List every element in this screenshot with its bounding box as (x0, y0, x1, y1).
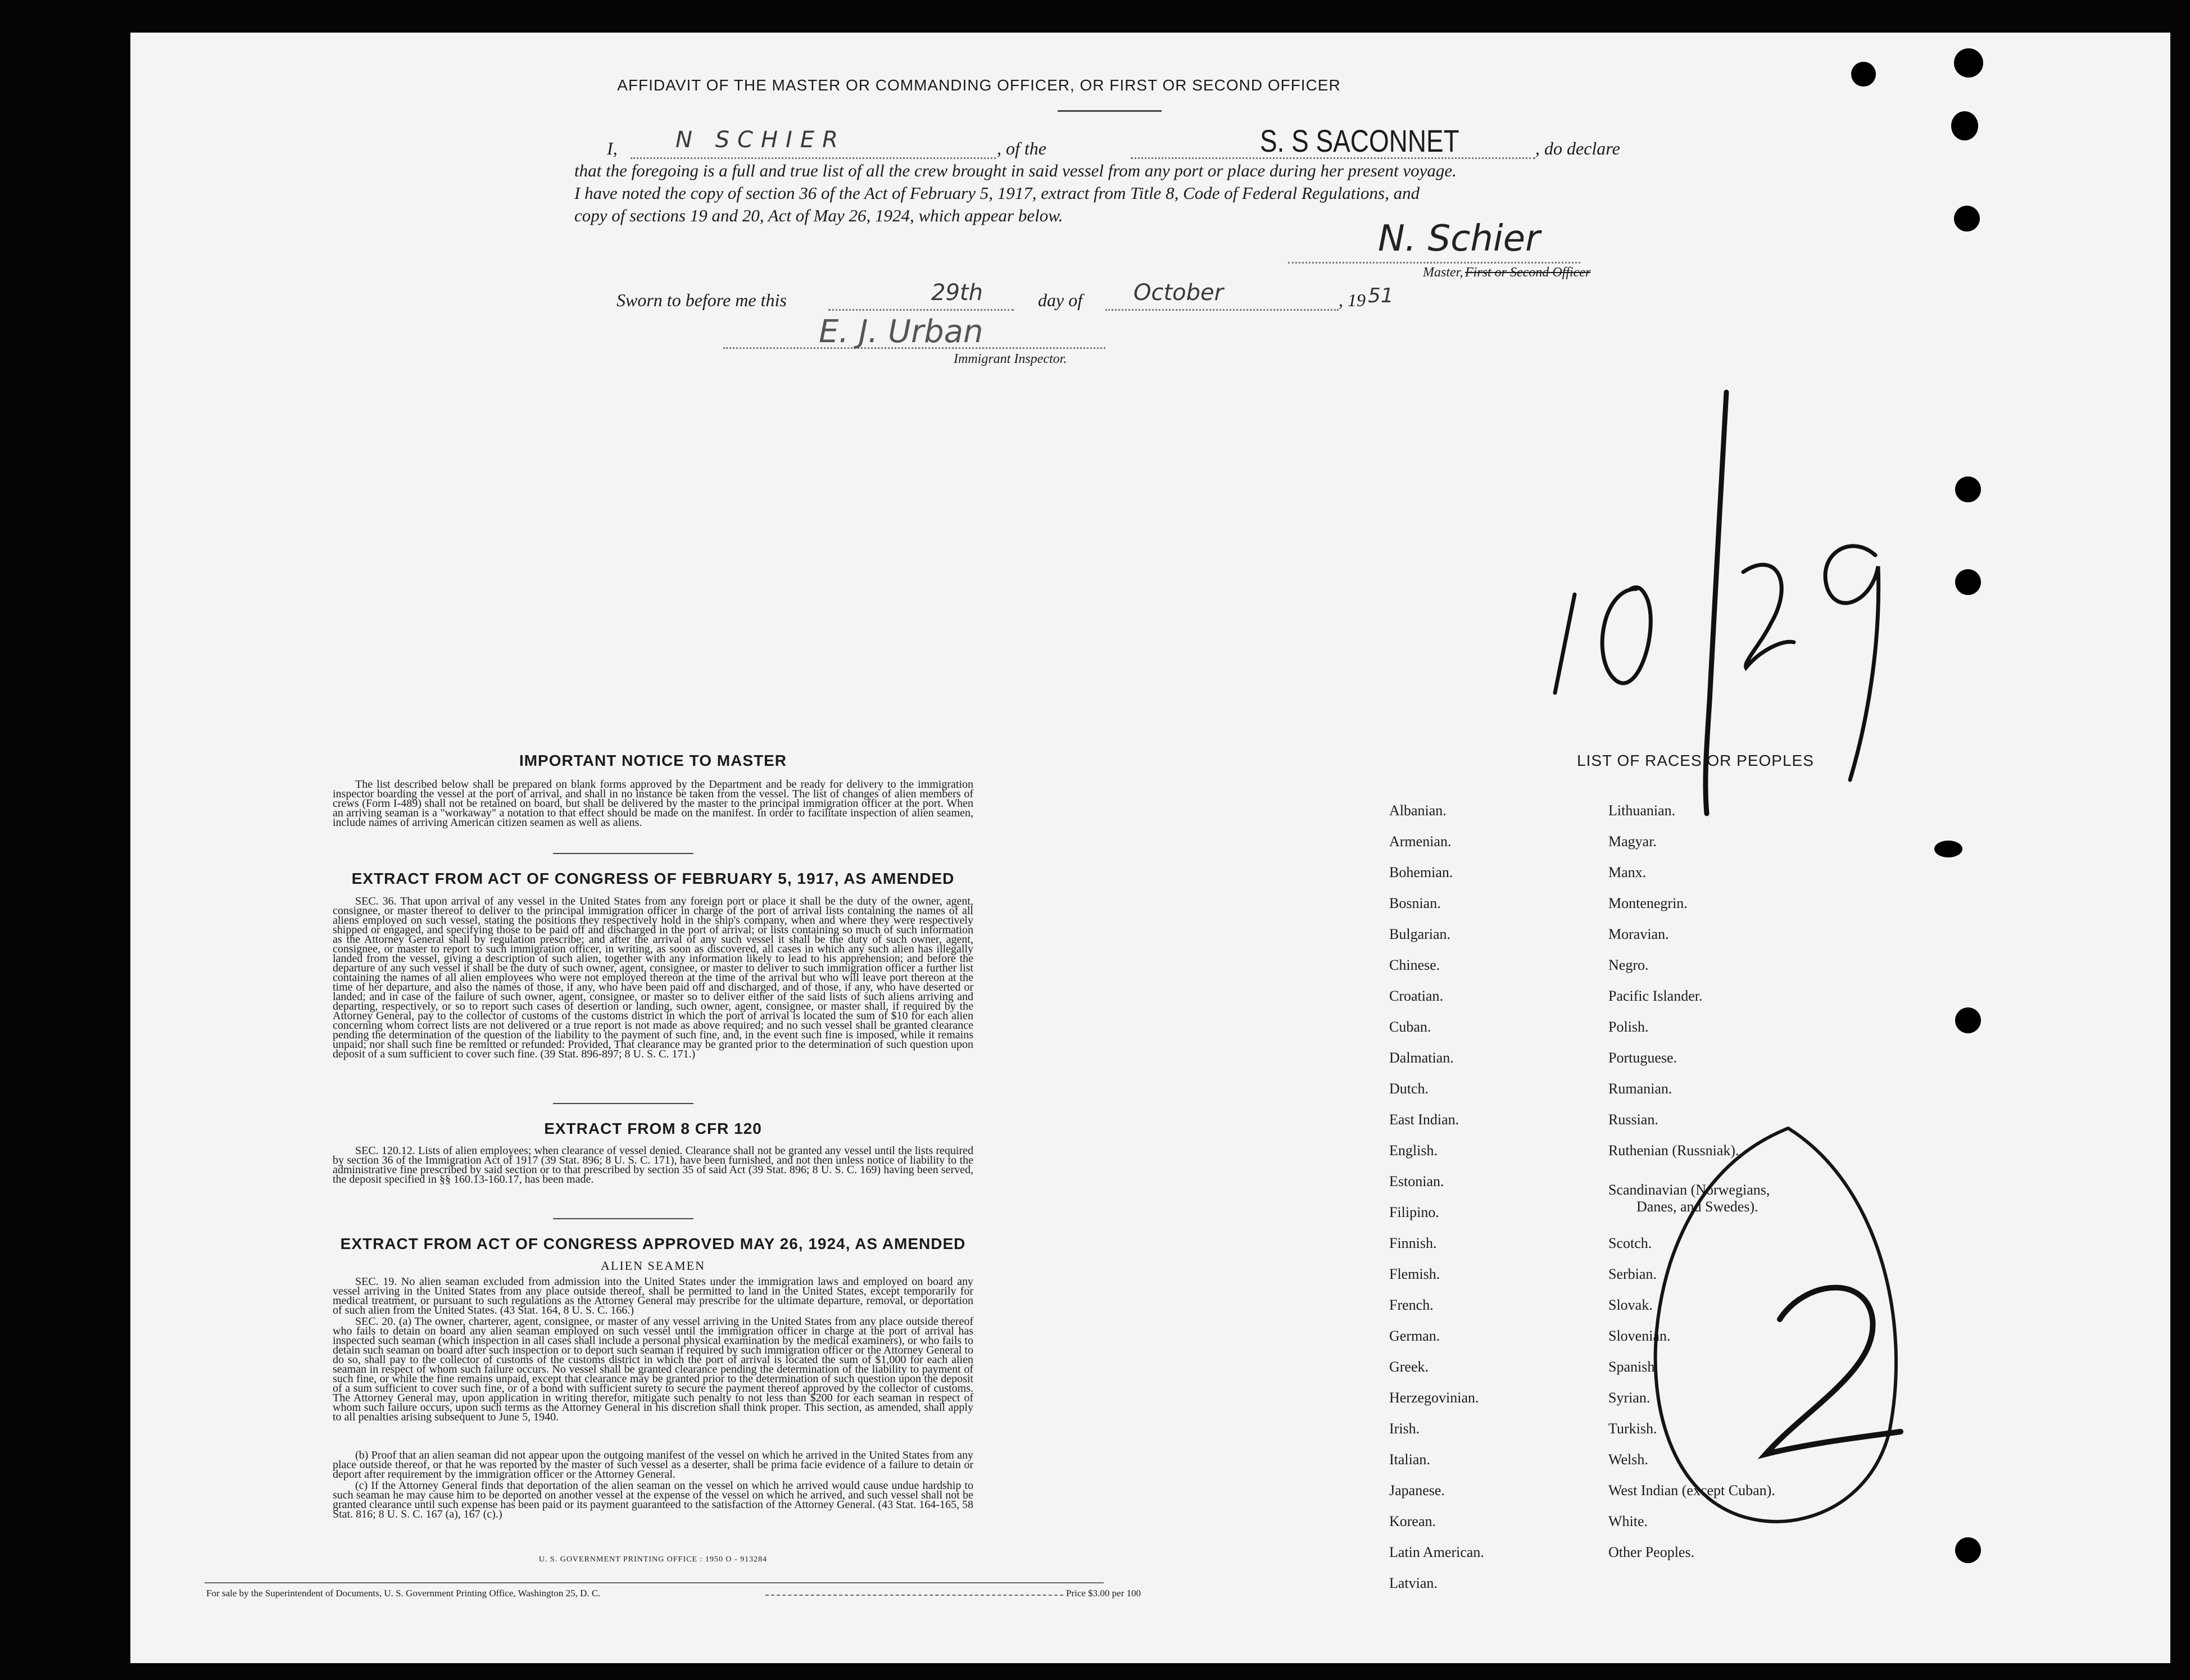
sworn-day: 29th (931, 280, 983, 306)
pronoun: I, (607, 138, 618, 158)
inspector-label: Immigrant Inspector. (954, 352, 1067, 366)
race-item: West Indian (except Cuban). (1608, 1482, 1775, 1499)
divider (553, 1218, 693, 1219)
divider (1058, 110, 1162, 112)
declare-label: , do declare (1535, 138, 1620, 158)
race-item: Syrian. (1608, 1390, 1651, 1406)
race-item: Russian. (1608, 1111, 1658, 1128)
master-label: Master, (1423, 265, 1463, 280)
punch-hole (1955, 1537, 1981, 1563)
races-title: LIST OF RACES OR PEOPLES (1577, 752, 1814, 769)
affidavit-title: AFFIDAVIT OF THE MASTER OR COMMANDING OFFICER, OR FIRST OR SECOND OFFICER (617, 76, 1341, 94)
footer-leaders (765, 1588, 1063, 1596)
race-item: Latin American. (1389, 1544, 1484, 1560)
race-item: Polish. (1608, 1019, 1649, 1035)
race-item: French. (1389, 1297, 1434, 1313)
race-item: Negro. (1608, 957, 1649, 973)
race-item: Estonian. (1389, 1173, 1444, 1189)
race-item: Lithuanian. (1608, 802, 1676, 819)
race-item: German. (1389, 1328, 1440, 1344)
sworn-day-line (828, 309, 1014, 311)
extract-cfr-title: EXTRACT FROM 8 CFR 120 (544, 1120, 762, 1137)
race-item: Irish. (1389, 1420, 1420, 1437)
race-item: Manx. (1608, 864, 1647, 880)
of-the-label: , of the (997, 138, 1046, 158)
race-item: White. (1608, 1513, 1648, 1529)
race-item: Dalmatian. (1389, 1050, 1454, 1066)
race-item: Filipino. (1389, 1204, 1439, 1220)
punch-hole (1951, 111, 1978, 140)
circled-number-mark (1620, 1117, 1957, 1544)
extract-1924-sec20b: (b) Proof that an alien seaman did not appear upon the outgoing manifest of the vessel on which he arrived in the United States from any place outside thereof, or that he was reported by the master of such vessel as a deserter, shall be prima facie evidence of a failure to detain or deport after requirement by the immigration officer or the Attorney General. (333, 1449, 973, 1481)
year-suffix: 51 (1368, 284, 1394, 307)
race-item: Albanian. (1389, 802, 1447, 819)
sworn-label: Sworn to before me this (616, 290, 787, 310)
vessel-name: S. S SACONNET (1260, 123, 1459, 158)
footer-right: Price $3.00 per 100 (1066, 1588, 1141, 1599)
affidavit-page (130, 33, 2170, 1663)
declaration-line-2: that the foregoing is a full and true list of all the crew brought in said vessel from any port or place during her present voyage. (574, 161, 1457, 180)
master-signature-line (1288, 262, 1580, 264)
race-item: Rumanian. (1608, 1080, 1672, 1097)
year-prefix: , 19 (1339, 290, 1366, 310)
race-item: Italian. (1389, 1451, 1430, 1468)
punch-hole (1954, 48, 1983, 78)
extract-1924-sec19: SEC. 19. No alien seaman excluded from admission into the United States under the immigration laws and employed on board any vessel arriving in the United States from any place outside thereof, shall be permitted to land in the United States, except temporarily for medical treatment, or pursuant to such regulations as the Attorney General may prescribe for the ultimate departure, removal, or deportation of such alien from the United States. (43 Stat. 164, 8 U. S. C. 166.) (333, 1275, 973, 1316)
inspector-signature: E. J. Urban (819, 314, 983, 350)
punch-hole (1955, 1007, 1981, 1033)
punch-hole (1851, 62, 1876, 87)
extract-1924-sec20a: SEC. 20. (a) The owner, charterer, agent, consignee, or master of any vessel arriving in the United States from any place outside thereof who fails to detain on board any alien seaman employed on such vessel until the immigration officer in charge at the port of arrival has inspected such seaman (which inspection in all cases shall include a personal physical examination by the medical examiners), or who fails to detain such seaman on board after such inspection or to deport such seaman if required by such immigration officer or the Attorney General to do so, shall pay to the collector of customs of the customs district in which the port of arrival is located the sum of $1,000 for each alien seaman in respect of whom such failure occurs. No vessel shall be granted clearance pending the determination of the liability to payment of such fine, or while the fine remains unpaid, except that clearance may be granted prior to the determination of such question upon the deposit of a sum sufficient to cover such fine, or of a bond with sufficient surety to secure the payment thereof approved by the collector of customs. The Attorney General may, upon application in writing therefor, mitigate such penalty to not less than $200 for each seaman in respect of whom such failure occurs, upon such terms as the Attorney General in his discretion shall think proper. This section, as amended, shall apply to all penalties arising subsequent to June 5, 1940. (333, 1315, 973, 1423)
race-item: Croatian. (1389, 988, 1444, 1004)
race-item: Dutch. (1389, 1080, 1429, 1097)
notice-title: IMPORTANT NOTICE TO MASTER (519, 752, 787, 769)
sworn-month-line (1105, 309, 1339, 311)
extract-1917-text: SEC. 36. That upon arrival of any vessel in the United States from any foreign port or place it shall be the duty of the owner, agent, consignee, or master thereof to deliver to the principal immigration officer in charge of the port of arrival lists containing the names of all aliens employed on such vessel, stating the positions they respectively hold in the ship's company, when and where they were respectively shipped or engaged, and specifying those to be paid off and discharged in the port of arrival; or lists containing so much of such information as the Attorney General shall by regulation prescribe; and after the arrival of any such vessel it shall be the duty of such owner, agent, consignee, or master to report to such immigration officer, in writing, as soon as discovered, all cases in which any such alien has illegally landed from the vessel, giving a description of such alien, together with any information likely to lead to his apprehension; and before the departure of any such vessel it shall be the duty of such owner, agent, consignee, or master to deliver to such immigration officer a further list containing the names of all alien employees who were not employed thereon at the time of the arrival but who will leave port thereon at the time of her departure, and also the names of those, if any, who have been paid off and discharged, and of those, if any, who have deserted or landed; and in case of the failure of such owner, agent, consignee, or master so to deliver either of the said lists of such aliens arriving and departing, respectively, or so to report such cases of desertion or landing, such owner, agent, consignee, or master shall, if required by the Attorney General, pay to the collector of customs of the customs district in which the port of arrival is located the sum of $10 for each alien concerning whom correct lists are not delivered or a true report is not made as above required; and no such vessel shall be granted clearance pending the determination of the question of the liability to the payment of such fine, and, in the event such fine is imposed, while it remains unpaid; nor shall such fine be remitted or refunded: Provided, That clearance may be granted prior to the determination of such question upon deposit of a sum sufficient to cover such fine. (39 Stat. 896-897; 8 U. S. C. 171.) (333, 895, 973, 1060)
race-item: Chinese. (1389, 957, 1440, 973)
race-item: Bohemian. (1389, 864, 1453, 880)
race-item: Welsh. (1608, 1451, 1648, 1468)
race-item: Turkish. (1608, 1420, 1657, 1437)
struck-officer-label: First or Second Officer (1465, 265, 1591, 280)
race-item: Montenegrin. (1608, 895, 1688, 911)
race-item: Other Peoples. (1608, 1544, 1695, 1560)
race-item: Japanese. (1389, 1482, 1445, 1499)
officer-name-line (631, 157, 996, 159)
race-item: Serbian. (1608, 1266, 1657, 1282)
extract-1924-subtitle: ALIEN SEAMEN (601, 1259, 705, 1273)
race-item: Danes, and Swedes). (1636, 1198, 1758, 1215)
footer-rule (205, 1582, 1104, 1583)
race-item: Scotch. (1608, 1235, 1652, 1251)
race-item: Spanish. (1608, 1359, 1658, 1375)
extract-1924-sec20c: (c) If the Attorney General finds that deportation of the alien seaman on the vessel on which he arrived would cause undue hardship to such seaman he may cause him to be deported on another vessel at the expense of the vessel on which he arrived, and such vessel shall not be granted clearance until such expense has been paid or its payment guaranteed to the satisfaction of the Attorney General. (43 Stat. 164-165, 58 Stat. 816; 8 U. S. C. 167 (a), 167 (c).) (333, 1479, 973, 1520)
day-of-label: day of (1038, 290, 1083, 310)
race-item: Herzegovinian. (1389, 1390, 1479, 1406)
divider (553, 1103, 693, 1104)
declaration-line-4: copy of sections 19 and 20, Act of May 26, 1924, which appear below. (574, 206, 1063, 225)
printing-office-note: U. S. GOVERNMENT PRINTING OFFICE : 1950 O - 913284 (538, 1555, 768, 1564)
race-item: Greek. (1389, 1359, 1429, 1375)
punch-hole (1954, 206, 1980, 231)
notice-text: The list described below shall be prepared on blank forms approved by the Department and be ready for delivery to the immigration inspector boarding the vessel at the port of arrival, and shall in no instance be taken from the vessel. The list of changes of alien members of crews (Form I-489) shall not be retained on board, but shall be delivered by the master to the principal immigration officer at the port. When an arriving seaman is a "workaway" a notation to that effect should be made on the manifest. In order to facilitate inspection of alien seamen, include names of arriving American citizen seamen as well as aliens. (333, 778, 973, 829)
race-item: Pacific Islander. (1608, 988, 1703, 1004)
race-item: English. (1389, 1142, 1438, 1159)
race-item: Magyar. (1608, 833, 1657, 850)
race-item: Bosnian. (1389, 895, 1441, 911)
officer-name: N SCHIER (675, 127, 846, 153)
extract-cfr-text: SEC. 120.12. Lists of alien employees; when clearance of vessel denied. Clearance shall not be granted any vessel until the lists required by section 36 of the Immigration Act of 1917 (39 Stat. 896; 8 U. S. C. 171), have been furnished, and not then unless notice of liability to the administrative fine prescribed by said section or to that prescribed by section 35 of said Act (39 Stat. 896; 8 U. S. C. 169) having been served, the deposit specified in §§ 160.13-160.17, has been made. (333, 1145, 973, 1186)
declaration-line-3: I have noted the copy of section 36 of the Act of February 5, 1917, extract from Title 8, Code of Federal Regulations, and (574, 183, 1420, 203)
race-item: Bulgarian. (1389, 926, 1451, 942)
master-signature: N. Schier (1378, 218, 1540, 260)
race-item: Finnish. (1389, 1235, 1437, 1251)
extract-1917-title: EXTRACT FROM ACT OF CONGRESS OF FEBRUARY 5, 1917, AS AMENDED (351, 870, 955, 887)
footer-left: For sale by the Superintendent of Documents, U. S. Government Printing Office, Washington 25, D. C. (206, 1588, 601, 1599)
divider (553, 853, 693, 854)
race-item: Moravian. (1608, 926, 1669, 942)
extract-1924-title: EXTRACT FROM ACT OF CONGRESS APPROVED MAY 26, 1924, AS AMENDED (340, 1235, 966, 1252)
race-item: Slovenian. (1608, 1328, 1671, 1344)
race-item: Flemish. (1389, 1266, 1440, 1282)
race-item: Ruthenian (Russniak). (1608, 1142, 1739, 1159)
race-item: Scandinavian (Norwegians, (1608, 1182, 1770, 1198)
race-item: East Indian. (1389, 1111, 1459, 1128)
race-item: Korean. (1389, 1513, 1436, 1529)
punch-hole (1955, 476, 1981, 502)
race-item: Portuguese. (1608, 1050, 1677, 1066)
sworn-month: October (1133, 280, 1224, 306)
race-item: Cuban. (1389, 1019, 1431, 1035)
race-item: Armenian. (1389, 833, 1452, 850)
race-item: Slovak. (1608, 1297, 1653, 1313)
race-item: Latvian. (1389, 1575, 1438, 1591)
punch-hole (1934, 841, 1962, 857)
punch-hole (1955, 569, 1981, 595)
